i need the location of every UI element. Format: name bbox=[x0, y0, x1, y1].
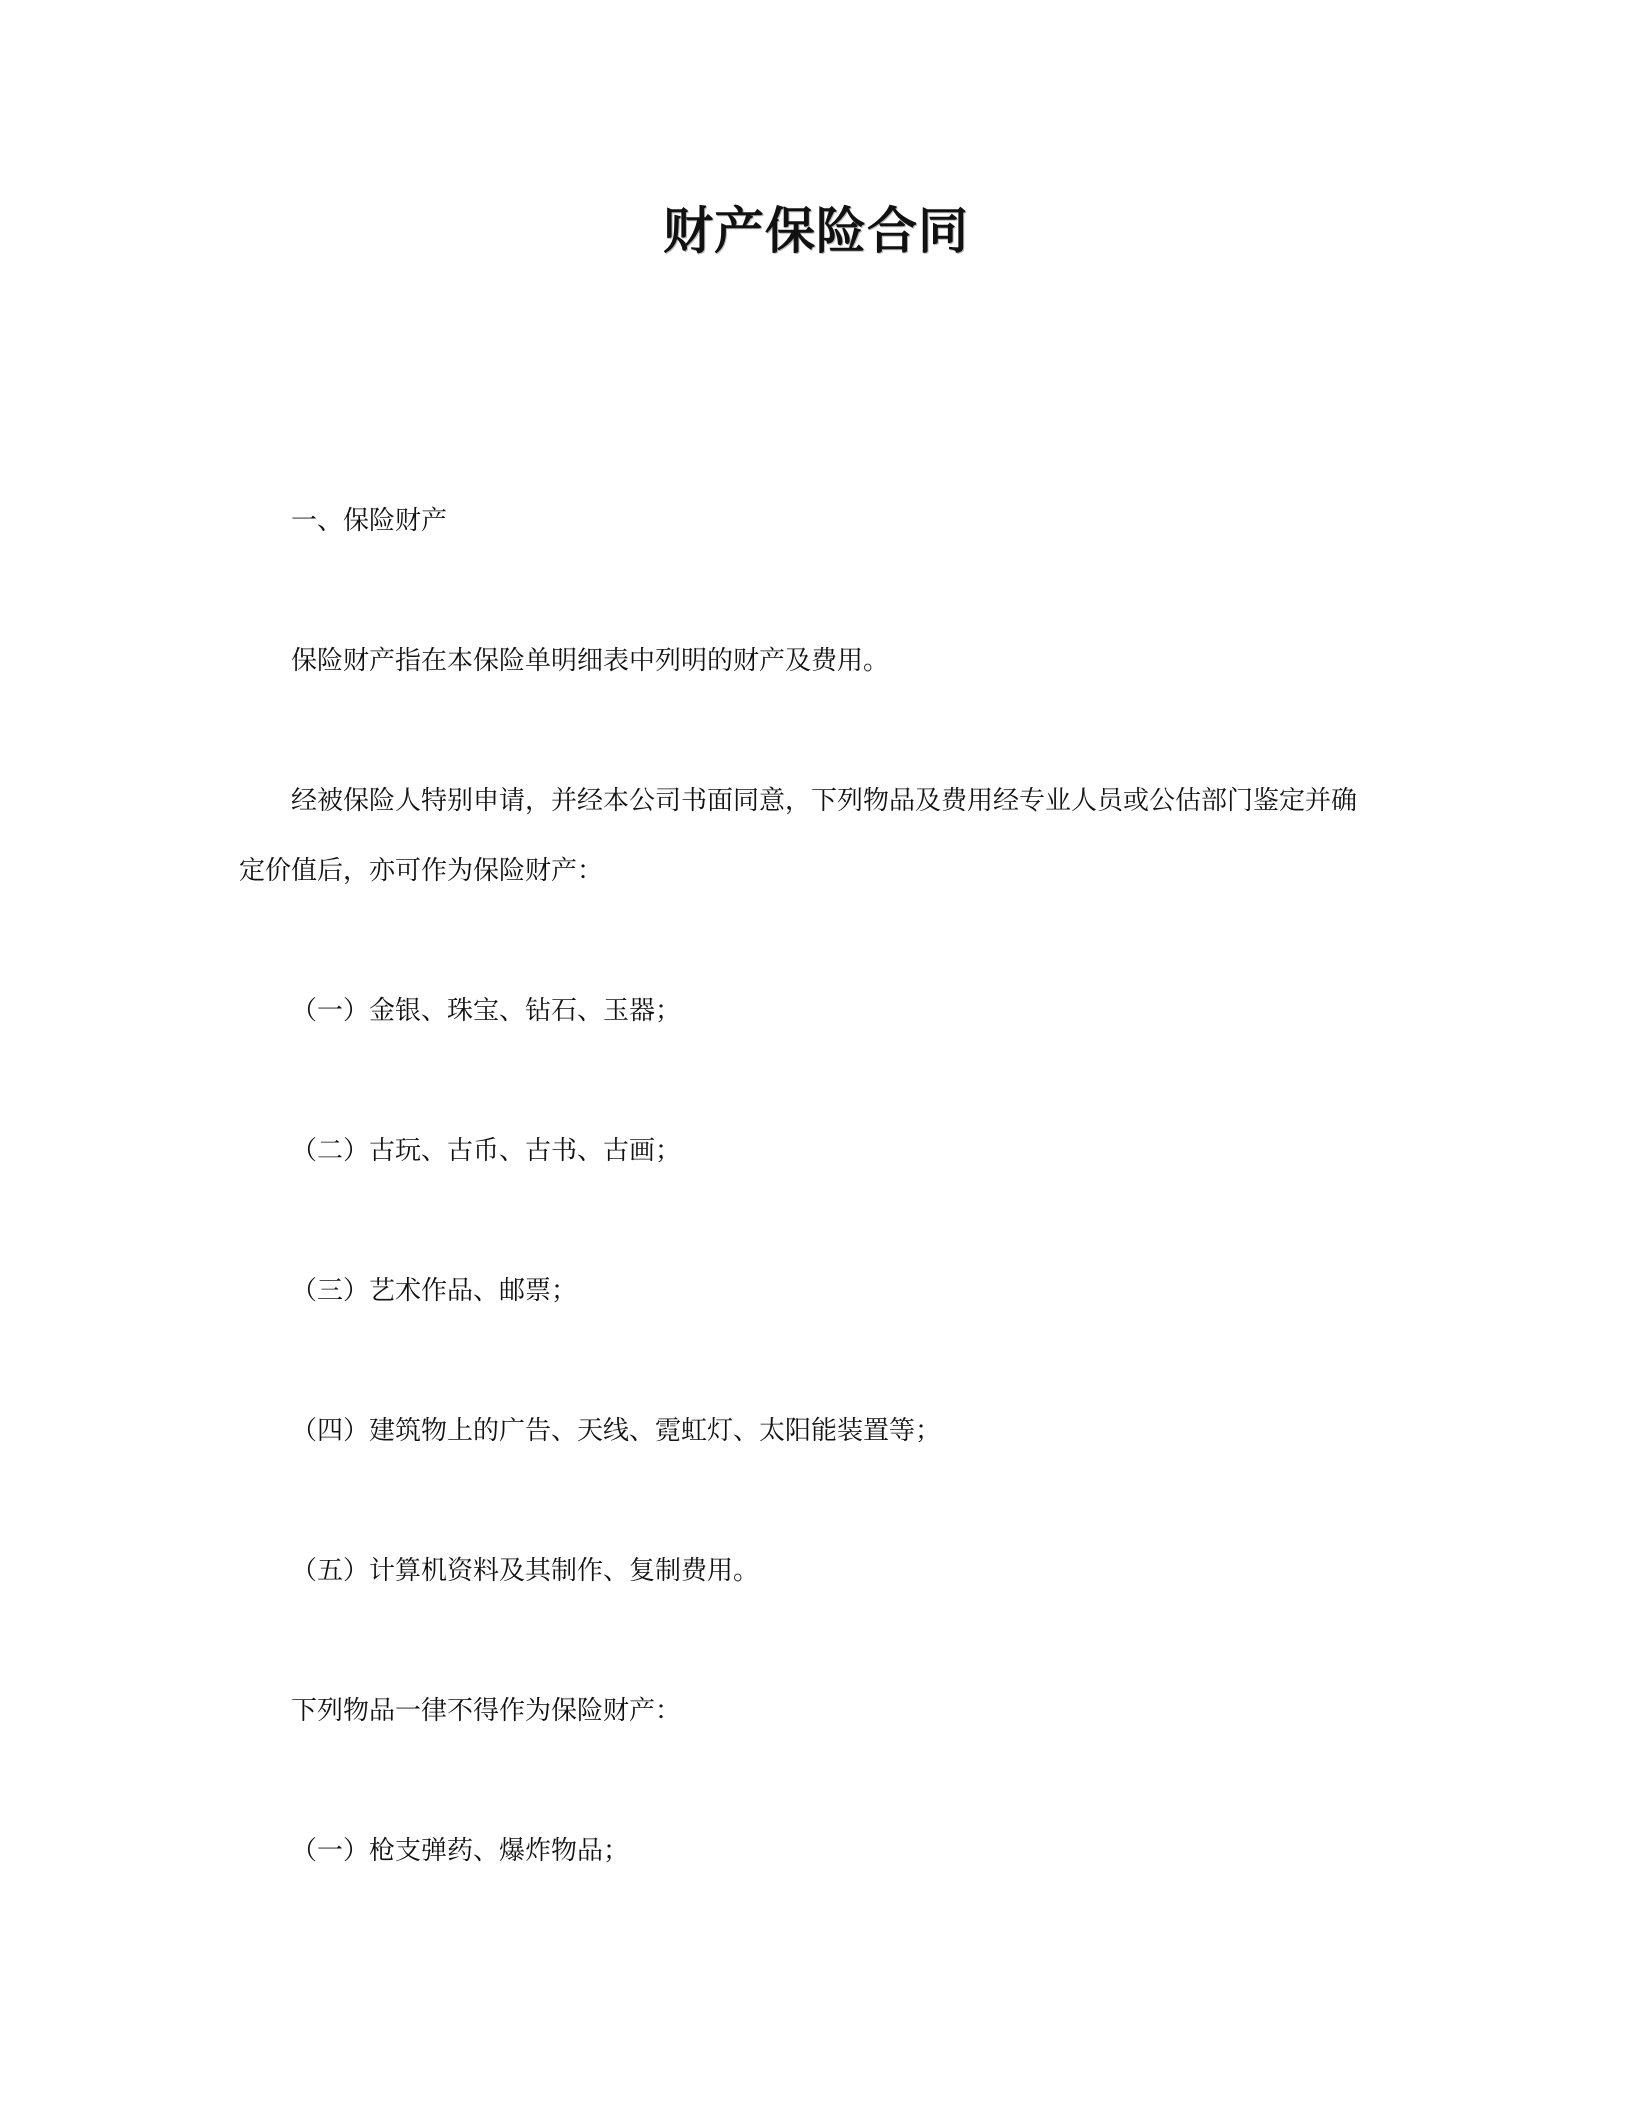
document-title: 财产保险合同 bbox=[663, 202, 969, 260]
section-heading-insured-property: 一、保险财产 bbox=[291, 506, 448, 536]
paragraph-special-request: 经被保险人特别申请，并经本公司书面同意，下列物品及费用经专业人员或公估部门鉴定并确 bbox=[291, 786, 1358, 816]
paragraph-special-request-continued: 定价值后，亦可作为保险财产： bbox=[239, 856, 604, 886]
list-item-antiques: （二）古玩、古币、古书、古画； bbox=[291, 1136, 682, 1166]
list-item-computer-data: （五）计算机资料及其制作、复制费用。 bbox=[291, 1556, 760, 1586]
paragraph-excluded-items: 下列物品一律不得作为保险财产： bbox=[291, 1696, 682, 1726]
list-item-firearms-explosives: （一）枪支弹药、爆炸物品； bbox=[291, 1836, 630, 1866]
list-item-building-fixtures: （四）建筑物上的广告、天线、霓虹灯、太阳能装置等； bbox=[291, 1416, 942, 1446]
paragraph-definition: 保险财产指在本保险单明细表中列明的财产及费用。 bbox=[291, 646, 890, 676]
list-item-gold-jewelry: （一）金银、珠宝、钻石、玉器； bbox=[291, 996, 682, 1026]
list-item-artworks-stamps: （三）艺术作品、邮票； bbox=[291, 1276, 578, 1306]
